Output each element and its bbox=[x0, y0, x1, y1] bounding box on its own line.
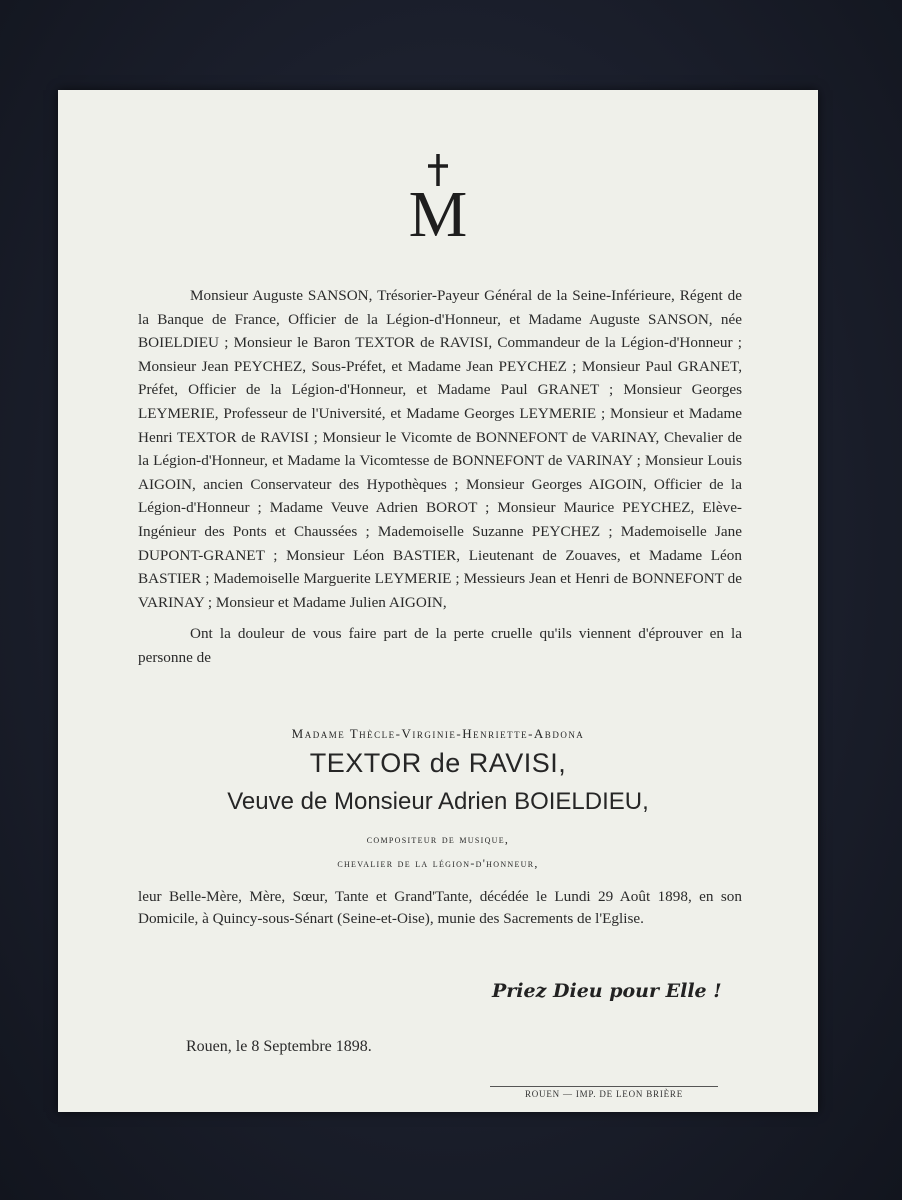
announcement-body bbox=[138, 284, 742, 670]
printer-imprint: ROUEN — IMP. DE LEON BRIÈRE bbox=[490, 1086, 718, 1099]
husband-honor: chevalier de la légion-d'honneur, bbox=[337, 856, 539, 870]
funeral-announcement-card bbox=[58, 90, 818, 1112]
deceased-given-names: Madame Thècle-Virginie-Henriette-Abdona bbox=[291, 726, 585, 741]
husband-profession: compositeur de musique, bbox=[366, 832, 510, 846]
prayer-line: Priez Dieu pour Elle ! bbox=[492, 980, 722, 1002]
marian-monogram-icon bbox=[58, 152, 818, 242]
participants-paragraph: Monsieur Auguste SANSON, Trésorier-Payeur Général de la Seine-Inférieure, Régent de la Banque de France, Officier de la Légion-d'Honneur, et Madame Auguste SANSON, née BOIELDIEU ; Monsieur le Baron TEXTOR de RAVISI, Commandeur de la Légion-d'Honneur ; Monsieur Jean PEYCHEZ, Sous-Préfet, et Madame Jean PEYCHEZ ; Monsieur Paul GRANET, Préfet, Officier de la Légion-d'Honneur, et Madame Paul GRANET ; Monsieur Georges LEYMERIE, Professeur de l'Université, et Madame Georges LEYMERIE ; Monsieur et Madame Henri TEXTOR de RAVISI ; Monsieur le Vicomte de BONNEFONT de VARINAY, Chevalier de la Légion-d'Honneur, et Madame la Vicomtesse de BONNEFONT de VARINAY ; Monsieur Louis AIGOIN, ancien Conservateur des Hypothèques ; Monsieur Georges AIGOIN, Officier de la Légion-d'Honneur ; Madame Veuve Adrien BOROT ; Monsieur Maurice PEYCHEZ, Elève-Ingénieur des Ponts et Chaussées ; Mademoiselle Suzanne PEYCHEZ ; Mademoiselle Jane DUPONT-GRANET ; Monsieur Léon BASTIER, Lieutenant de Zouaves, et Madame Léon BASTIER ; Mademoiselle Marguerite LEYMERIE ; Messieurs Jean et Henri de BONNEFONT de VARINAY ; Monsieur et Madame Julien AIGOIN, bbox=[138, 287, 742, 611]
place-and-date: Rouen, le 8 Septembre 1898. bbox=[186, 1038, 372, 1055]
announcement-paragraph: Ont la douleur de vous faire part de la perte cruelle qu'ils viennent d'éprouver en la personne de bbox=[138, 625, 742, 666]
widow-of-line: Veuve de Monsieur Adrien BOIELDIEU, bbox=[227, 788, 649, 815]
svg-text:M: M bbox=[408, 178, 468, 242]
deceased-surname: TEXTOR de RAVISI, bbox=[309, 748, 567, 778]
death-details: leur Belle-Mère, Mère, Sœur, Tante et Grand'Tante, décédée le Lundi 29 Août 1898, en son Domicile, à Quincy-sous-Sénart (Seine-et-Oise), munie des Sacrements de l'Eglise. bbox=[138, 888, 742, 927]
